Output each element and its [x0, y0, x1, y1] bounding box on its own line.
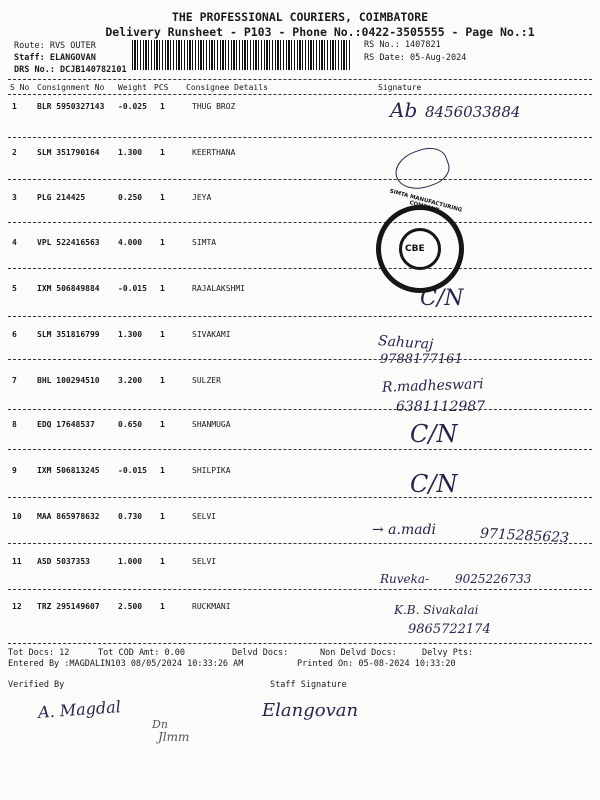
row-weight: 0.650: [118, 420, 143, 429]
row-weight: 4.000: [118, 238, 143, 247]
delvd-docs: Delvd Docs:: [232, 648, 289, 658]
row-consignee: SELVI: [192, 557, 217, 566]
row-sno: 10: [12, 512, 22, 521]
row-weight: 0.250: [118, 193, 143, 202]
row-weight: 0.730: [118, 512, 143, 521]
signature-2-scrawl: [390, 142, 454, 196]
row-pcs: 1: [160, 602, 165, 611]
row-divider: [8, 449, 592, 450]
table-row: [8, 466, 368, 480]
stamp-center-text: CBE: [405, 244, 425, 254]
drs-number: DRS No.: DCJB140782101: [14, 65, 127, 75]
divider: [8, 79, 592, 80]
row-divider: [8, 589, 592, 590]
row-divider: [8, 359, 592, 360]
tot-cod-amt: Tot COD Amt: 0.00: [98, 648, 185, 658]
table-row: [8, 557, 368, 571]
row-consignee: SIVAKAMI: [192, 330, 231, 339]
row-divider: [8, 643, 592, 644]
row-pcs: 1: [160, 148, 165, 157]
staff-signature-label: Staff Signature: [270, 680, 347, 690]
row-consignee: THUG BROZ: [192, 102, 236, 111]
signature-5-cn: C/N: [420, 286, 464, 311]
row-consignment: MAA 865978632: [37, 512, 100, 521]
col-signature: Signature: [378, 83, 422, 92]
delvy-pts: Delvy Pts:: [422, 648, 474, 658]
row-consignee: SELVI: [192, 512, 217, 521]
row-sno: 8: [12, 420, 17, 429]
row-weight: -0.015: [118, 466, 147, 475]
row-pcs: 1: [160, 238, 165, 247]
staff-label: Staff: ELANGOVAN: [14, 53, 96, 63]
row-weight: 2.500: [118, 602, 143, 611]
row-consignment: TRZ 295149607: [37, 602, 100, 611]
row-divider: [8, 543, 592, 544]
row-consignee: SHANMUGA: [192, 420, 231, 429]
row-pcs: 1: [160, 102, 165, 111]
row-divider: [8, 137, 592, 138]
signature-7-phone: 6381112987: [396, 399, 486, 415]
row-sno: 12: [12, 602, 22, 611]
printed-on: Printed On: 05-08-2024 10:33:20: [297, 659, 456, 669]
row-pcs: 1: [160, 557, 165, 566]
row-consignment: IXM 506813245: [37, 466, 100, 475]
signature-7-name: R.madheswari: [381, 376, 484, 396]
divider: [8, 94, 592, 95]
row-sno: 9: [12, 466, 17, 475]
row-weight: 1.000: [118, 557, 143, 566]
col-sno: S No: [10, 83, 30, 92]
verified-by-label: Verified By: [8, 680, 65, 690]
second-signature: Dn: [152, 718, 168, 731]
runsheet-subtitle: Delivery Runsheet - P103 - Phone No.:0422-3505555 - Page No.:1: [105, 25, 535, 39]
row-sno: 5: [12, 284, 17, 293]
table-row: [8, 238, 368, 252]
signature-1-scrawl: Ab: [390, 98, 418, 122]
row-weight: -0.015: [118, 284, 147, 293]
row-consignment: SLM 351816799: [37, 330, 100, 339]
row-divider: [8, 222, 592, 223]
row-sno: 3: [12, 193, 17, 202]
table-row: [8, 512, 368, 526]
table-row: [8, 420, 368, 434]
signature-12-name: K.B. Sivakalai: [394, 603, 479, 617]
third-signature: Jlmm: [158, 730, 190, 744]
row-divider: [8, 497, 592, 498]
signature-11-phone: 9025226733: [455, 572, 532, 586]
table-row: [8, 148, 368, 162]
row-sno: 11: [12, 557, 22, 566]
row-consignee: JEYA: [192, 193, 212, 202]
signature-9-cn: C/N: [410, 470, 458, 498]
signature-12-phone: 9865722174: [408, 622, 491, 637]
row-consignee: SULZER: [192, 376, 221, 385]
row-consignment: ASD 5037353: [37, 557, 90, 566]
row-sno: 6: [12, 330, 17, 339]
row-consignee: RAJALAKSHMI: [192, 284, 245, 293]
staff-signature: Elangovan: [262, 700, 359, 721]
row-consignee: RUCKMANI: [192, 602, 231, 611]
row-divider: [8, 316, 592, 317]
row-consignee: KEERTHANA: [192, 148, 236, 157]
row-consignment: BLR 5950327143: [37, 102, 105, 111]
row-sno: 1: [12, 102, 17, 111]
row-consignment: SLM 351790164: [37, 148, 100, 157]
row-weight: 1.300: [118, 148, 143, 157]
tot-docs: Tot Docs: 12: [8, 648, 70, 658]
signature-6-name: Sahuraj: [377, 333, 434, 353]
row-divider: [8, 179, 592, 180]
row-consignee: SHILPIKA: [192, 466, 231, 475]
signature-11-scrawl: Ruveka-: [380, 572, 430, 586]
row-consignment: EDQ 17648537: [37, 420, 95, 429]
col-weight: Weight: [118, 83, 147, 92]
row-consignment: PLG 214425: [37, 193, 86, 202]
table-row: [8, 376, 368, 390]
row-weight: 3.200: [118, 376, 143, 385]
row-consignment: IXM 506849884: [37, 284, 100, 293]
col-consignment: Consignment No: [37, 83, 105, 92]
row-divider: [8, 409, 592, 410]
rs-date: RS Date: 05-Aug-2024: [364, 53, 467, 63]
route-label: Route: RVS OUTER: [14, 41, 96, 51]
signature-1-phone: 8456033884: [425, 103, 521, 121]
row-pcs: 1: [160, 512, 165, 521]
col-consignee: Consignee Details: [186, 83, 268, 92]
company-title: THE PROFESSIONAL COURIERS, COIMBATORE: [171, 10, 429, 24]
table-row: [8, 193, 368, 207]
stamp-arc-text: SIMTA MANUFACTURING COMPANY: [388, 188, 463, 214]
rs-number: RS No.: 1407821: [364, 40, 441, 50]
verifier-signature: A. Magdal: [37, 697, 122, 722]
row-divider: [8, 268, 592, 269]
col-pcs: PCS: [154, 83, 169, 92]
non-delvd-docs: Non Delvd Docs:: [320, 648, 397, 658]
barcode: [132, 40, 352, 70]
row-pcs: 1: [160, 420, 165, 429]
signature-8-cn: C/N: [410, 420, 458, 448]
row-weight: 1.300: [118, 330, 143, 339]
row-pcs: 1: [160, 193, 165, 202]
row-pcs: 1: [160, 466, 165, 475]
row-sno: 4: [12, 238, 17, 247]
row-consignee: SIMTA: [192, 238, 217, 247]
table-row: [8, 102, 368, 116]
entered-by: Entered By :MAGDALIN103 08/05/2024 10:33:26 AM: [8, 659, 244, 669]
signature-6-phone: 9788177161: [380, 352, 463, 367]
signature-10-scrawl: → a.madi: [372, 522, 437, 538]
table-row: [8, 602, 368, 616]
row-weight: -0.025: [118, 102, 147, 111]
row-consignment: BHL 100294510: [37, 376, 100, 385]
row-sno: 7: [12, 376, 17, 385]
row-consignment: VPL 522416563: [37, 238, 100, 247]
row-pcs: 1: [160, 284, 165, 293]
company-stamp: [376, 188, 464, 293]
row-sno: 2: [12, 148, 17, 157]
table-row: [8, 284, 368, 298]
table-row: [8, 330, 368, 344]
signature-10-phone: 9715285623: [479, 525, 570, 547]
row-pcs: 1: [160, 330, 165, 339]
row-pcs: 1: [160, 376, 165, 385]
